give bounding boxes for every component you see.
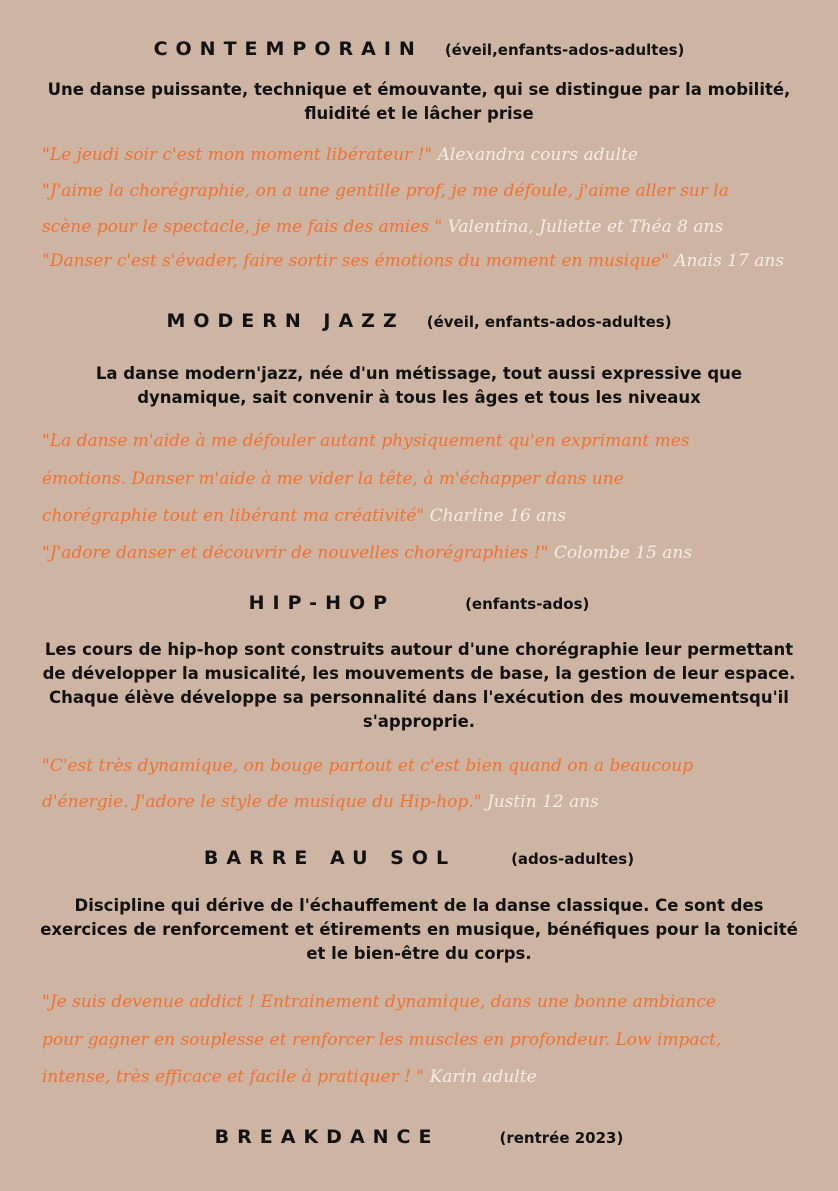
testimonial-author: Alexandra cours adulte	[437, 145, 638, 165]
testimonial-line	[42, 535, 802, 571]
section-description: La danse modern'jazz, née d'un métissage, tout aussi expressive que dynamique, sait convenir à tous les âges et tous les niveaux	[95, 364, 743, 407]
testimonial-author: Anais 17 ans	[674, 251, 785, 271]
testimonial-author: Valentina, Juliette et Théa 8 ans	[447, 217, 724, 237]
testimonial-line	[42, 173, 802, 209]
testimonial-author: Colombe 15 ans	[553, 543, 693, 563]
testimonial-text: intense, très efficace et facile à pratiquer ! "	[42, 1067, 425, 1087]
testimonial-text: scène pour le spectacle, je me fais des amies "	[42, 217, 443, 237]
section-description: Discipline qui dérive de l'échauffement de la danse classique. Ce sont des exercices de renforcement et étirements en musique, bénéfiques pour la tonicité et le bien-être du corps.	[40, 896, 798, 963]
testimonial-text: "La danse m'aide à me défouler autant physiquement qu'en exprimant mes	[42, 431, 690, 451]
testimonial-line	[42, 243, 802, 279]
section-title: BARRE AU SOL	[203, 847, 457, 869]
testimonial-text: "Le jeudi soir c'est mon moment libérateur !"	[42, 145, 433, 165]
testimonial-line	[42, 1022, 802, 1058]
testimonial-line	[42, 498, 802, 534]
section-title: CONTEMPORAIN	[153, 38, 423, 60]
testimonial-text: chorégraphie tout en libérant ma créativité"	[42, 506, 425, 526]
testimonial-line	[42, 209, 802, 245]
testimonial-text: "J'adore danser et découvrir de nouvelles chorégraphies !"	[42, 543, 549, 563]
testimonial-text: émotions. Danser m'aide à me vider la tête, à m'échapper dans une	[42, 469, 624, 489]
testimonial-line	[42, 137, 802, 173]
section-heading-modern-jazz	[0, 310, 838, 332]
testimonial-line	[42, 784, 802, 820]
section-audience: (ados-adultes)	[511, 850, 635, 868]
testimonial-text: pour gagner en souplesse et renforcer les muscles en profondeur. Low impact,	[42, 1030, 722, 1050]
section-heading-hip-hop	[0, 592, 838, 614]
section-heading-barre-au-sol	[0, 847, 838, 869]
section-title: BREAKDANCE	[214, 1126, 440, 1148]
section-title: MODERN JAZZ	[166, 310, 405, 332]
testimonial-author: Charline 16 ans	[429, 506, 566, 526]
testimonial-author: Karin adulte	[429, 1067, 537, 1087]
testimonial-text: "Danser c'est s'évader, faire sortir ses émotions du moment en musique"	[42, 251, 669, 271]
testimonial-text: d'énergie. J'adore le style de musique du Hip-hop."	[42, 792, 482, 812]
section-audience: (éveil,enfants-ados-adultes)	[444, 41, 685, 59]
section-audience: (enfants-ados)	[465, 595, 590, 613]
section-description: Une danse puissante, technique et émouvante, qui se distingue par la mobilité, fluidité et le lâcher prise	[47, 80, 791, 123]
testimonial-text: "Je suis devenue addict ! Entrainement dynamique, dans une bonne ambiance	[42, 992, 716, 1012]
testimonial-line	[42, 1059, 802, 1095]
section-description: Les cours de hip-hop sont construits autour d'une chorégraphie leur permettant de développer la musicalité, les mouvements de base, la gestion de leur espace. Chaque élève développe sa personnalité dans l'exécution des mouvementsqu'il s'approprie.	[42, 640, 796, 731]
section-audience: (rentrée 2023)	[499, 1129, 624, 1147]
testimonial-text: "J'aime la chorégraphie, on a une gentille prof, je me défoule, j'aime aller sur la	[42, 181, 729, 201]
testimonial-author: Justin 12 ans	[486, 792, 599, 812]
section-heading-contemporain	[0, 38, 838, 60]
testimonial-line	[42, 748, 802, 784]
section-title: HIP-HOP	[248, 592, 396, 614]
testimonial-line	[42, 984, 802, 1020]
testimonial-line	[42, 461, 802, 497]
section-audience: (éveil, enfants-ados-adultes)	[426, 313, 672, 331]
testimonial-text: "C'est très dynamique, on bouge partout et c'est bien quand on a beaucoup	[42, 756, 694, 776]
section-heading-breakdance	[0, 1126, 838, 1148]
testimonial-line	[42, 423, 802, 459]
